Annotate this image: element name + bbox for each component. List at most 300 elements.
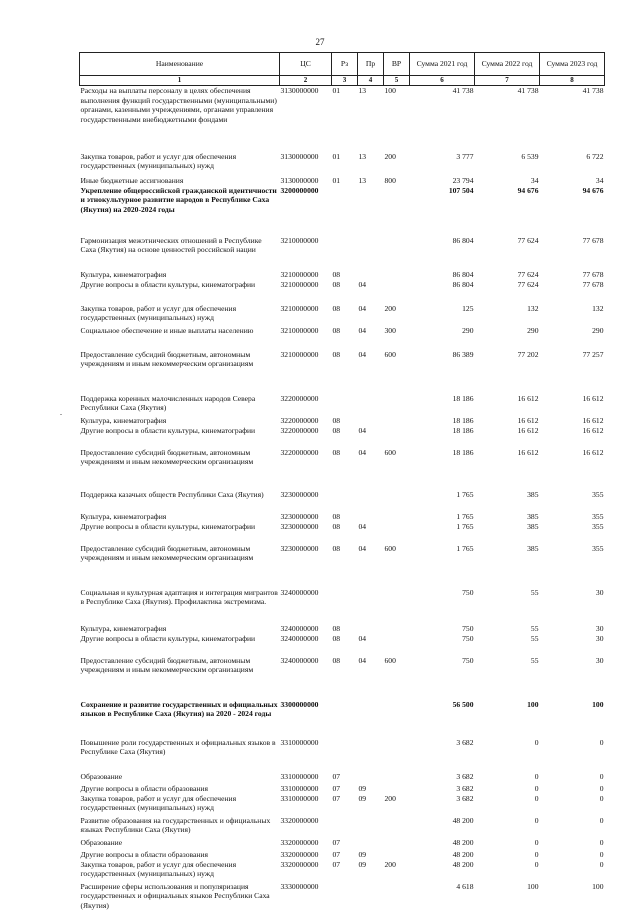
row-cs: 3240000000 bbox=[280, 655, 319, 665]
row-sum-2021: 86 804 bbox=[452, 269, 474, 279]
row-sum-2022: 55 bbox=[530, 633, 539, 643]
row-sum-2022: 0 bbox=[534, 783, 539, 793]
row-name: Развитие образования на государственных и официальных языках Республики Саха (Якутия) bbox=[80, 815, 271, 835]
row-rz: 07 bbox=[332, 793, 341, 803]
row-pr: 04 bbox=[358, 447, 367, 457]
row-rz bbox=[332, 394, 358, 416]
row-vr: 300 bbox=[384, 325, 396, 335]
table-row bbox=[80, 86, 605, 152]
row-rz: 08 bbox=[332, 633, 341, 643]
row-vr: 800 bbox=[384, 175, 396, 185]
row-sum-2022: 41 738 bbox=[517, 86, 539, 95]
row-name: Культура, кинематография bbox=[80, 623, 167, 633]
table-row bbox=[80, 176, 605, 186]
row-vr bbox=[384, 522, 410, 544]
row-vr: 600 bbox=[384, 543, 396, 553]
row-sum-2023: 77 678 bbox=[582, 279, 604, 289]
row-sum-2022: 132 bbox=[527, 303, 539, 313]
table-row bbox=[80, 448, 605, 490]
column-number: 7 bbox=[475, 76, 540, 86]
column-number: 2 bbox=[280, 76, 332, 86]
row-cs: 3240000000 bbox=[280, 633, 319, 643]
row-pr bbox=[358, 394, 384, 416]
row-sum-2023: 0 bbox=[599, 837, 604, 847]
row-sum-2021: 18 186 bbox=[452, 415, 474, 425]
row-sum-2022: 290 bbox=[527, 325, 539, 335]
table-row bbox=[80, 624, 605, 634]
row-name: Образование bbox=[80, 837, 123, 847]
row-sum-2022: 16 612 bbox=[517, 425, 539, 435]
row-sum-2021: 86 389 bbox=[452, 349, 474, 359]
row-cs: 3300000000 bbox=[280, 699, 319, 709]
row-sum-2021: 4 618 bbox=[456, 881, 474, 891]
row-sum-2022: 0 bbox=[534, 849, 539, 859]
row-cs: 3230000000 bbox=[280, 543, 319, 553]
row-rz: 08 bbox=[332, 349, 341, 359]
row-name: Закупка товаров, работ и услуг для обеспечения государственных (муниципальных) нужд bbox=[80, 859, 237, 879]
row-sum-2023: 355 bbox=[592, 521, 604, 531]
row-cs: 3210000000 bbox=[280, 325, 319, 335]
row-rz bbox=[332, 588, 358, 624]
row-rz: 07 bbox=[332, 771, 341, 781]
row-sum-2022: 100 bbox=[527, 881, 539, 891]
row-sum-2022: 0 bbox=[534, 793, 539, 803]
row-sum-2023: 6 722 bbox=[586, 151, 604, 161]
row-sum-2022: 0 bbox=[534, 859, 539, 869]
row-vr bbox=[384, 426, 410, 448]
row-sum-2021: 750 bbox=[462, 623, 474, 633]
row-sum-2023: 77 257 bbox=[582, 349, 604, 359]
row-sum-2022: 77 202 bbox=[517, 349, 539, 359]
row-sum-2022: 100 bbox=[527, 699, 539, 709]
row-sum-2022: 55 bbox=[530, 655, 539, 665]
header-vr: ВР bbox=[384, 53, 410, 76]
column-number: 8 bbox=[540, 76, 605, 86]
row-pr bbox=[358, 512, 384, 522]
row-sum-2022: 16 612 bbox=[517, 415, 539, 425]
row-name: Культура, кинематография bbox=[80, 269, 167, 279]
row-cs: 3130000000 bbox=[280, 86, 319, 95]
row-vr: 200 bbox=[384, 303, 396, 313]
header-sum-2023: Сумма 2023 год bbox=[540, 53, 605, 76]
row-vr: 200 bbox=[384, 151, 396, 161]
row-pr bbox=[358, 816, 384, 838]
header-row bbox=[80, 53, 605, 76]
row-cs: 3240000000 bbox=[280, 623, 319, 633]
row-cs: 3210000000 bbox=[280, 303, 319, 313]
row-name: Расширение сферы использования и популяризация государственных и официальных языков Республики Саха (Якутия) bbox=[80, 881, 270, 910]
row-sum-2021: 86 804 bbox=[452, 235, 474, 245]
row-sum-2022: 6 539 bbox=[521, 151, 539, 161]
row-rz bbox=[332, 882, 358, 922]
row-name: Поддержка коренных малочисленных народов Севера Республики Саха (Якутия) bbox=[80, 393, 256, 413]
row-rz: 08 bbox=[332, 303, 341, 313]
row-sum-2022: 77 624 bbox=[517, 235, 539, 245]
row-rz bbox=[332, 490, 358, 512]
row-name: Другие вопросы в области образования bbox=[80, 849, 208, 859]
row-sum-2023: 77 678 bbox=[582, 269, 604, 279]
row-vr bbox=[384, 634, 410, 656]
row-vr bbox=[384, 624, 410, 634]
row-vr bbox=[384, 772, 410, 784]
row-vr bbox=[384, 816, 410, 838]
row-vr bbox=[384, 270, 410, 280]
row-cs: 3220000000 bbox=[280, 447, 319, 457]
row-rz: 08 bbox=[332, 623, 341, 633]
row-cs: 3210000000 bbox=[280, 235, 319, 245]
row-pr bbox=[358, 700, 384, 738]
row-sum-2023: 355 bbox=[592, 489, 604, 499]
row-pr: 13 bbox=[358, 151, 367, 161]
row-name: Социальная и культурная адаптация и интеграция мигрантов в Республике Саха (Якутия). Профилактика экстремизма. bbox=[80, 587, 278, 607]
table-row bbox=[80, 522, 605, 544]
row-pr: 04 bbox=[358, 543, 367, 553]
row-name: Расходы на выплаты персоналу в целях обеспечения выполнения функций государственными (муниципальными) органами, казенными учреждениями, органами управления государственными внебюджетными фондами bbox=[80, 86, 277, 124]
row-sum-2021: 3 777 bbox=[456, 151, 474, 161]
row-sum-2021: 1 765 bbox=[456, 511, 474, 521]
table-row bbox=[80, 784, 605, 794]
row-sum-2022: 16 612 bbox=[517, 447, 539, 457]
row-cs: 3210000000 bbox=[280, 279, 319, 289]
row-sum-2023: 41 738 bbox=[582, 86, 604, 95]
row-sum-2021: 48 200 bbox=[452, 859, 474, 869]
row-vr bbox=[384, 416, 410, 426]
row-pr bbox=[358, 624, 384, 634]
row-pr bbox=[358, 270, 384, 280]
row-pr: 04 bbox=[358, 521, 367, 531]
budget-table bbox=[79, 52, 605, 922]
row-cs: 3330000000 bbox=[280, 881, 319, 891]
row-rz: 08 bbox=[332, 279, 341, 289]
row-name: Образование bbox=[80, 771, 123, 781]
row-sum-2022: 385 bbox=[527, 543, 539, 553]
row-sum-2023: 0 bbox=[599, 793, 604, 803]
row-sum-2023: 100 bbox=[592, 881, 604, 891]
row-sum-2021: 18 186 bbox=[452, 447, 474, 457]
row-pr: 04 bbox=[358, 633, 367, 643]
table-row bbox=[80, 588, 605, 624]
table-row bbox=[80, 512, 605, 522]
row-sum-2022: 0 bbox=[534, 837, 539, 847]
row-rz: 08 bbox=[332, 415, 341, 425]
row-pr: 09 bbox=[358, 849, 367, 859]
row-sum-2021: 48 200 bbox=[452, 837, 474, 847]
row-rz: 08 bbox=[332, 655, 341, 665]
row-sum-2021: 750 bbox=[462, 633, 474, 643]
row-cs: 3230000000 bbox=[280, 521, 319, 531]
table-row bbox=[80, 152, 605, 176]
row-pr: 09 bbox=[358, 859, 367, 869]
column-number: 4 bbox=[358, 76, 384, 86]
row-cs: 3320000000 bbox=[280, 859, 319, 869]
table-row bbox=[80, 772, 605, 784]
row-pr bbox=[358, 186, 384, 236]
table-row bbox=[80, 394, 605, 416]
row-rz bbox=[332, 236, 358, 270]
row-sum-2023: 100 bbox=[592, 699, 604, 709]
row-vr bbox=[384, 738, 410, 772]
row-sum-2023: 0 bbox=[599, 783, 604, 793]
table-body bbox=[80, 86, 605, 922]
row-pr: 13 bbox=[358, 86, 367, 95]
row-vr bbox=[384, 280, 410, 304]
row-rz: 08 bbox=[332, 543, 341, 553]
row-cs: 3320000000 bbox=[280, 849, 319, 859]
row-rz: 08 bbox=[332, 447, 341, 457]
row-pr bbox=[358, 416, 384, 426]
row-rz: 01 bbox=[332, 175, 341, 185]
row-sum-2021: 41 738 bbox=[452, 86, 474, 95]
row-sum-2023: 355 bbox=[592, 543, 604, 553]
row-vr bbox=[384, 490, 410, 512]
row-vr bbox=[384, 512, 410, 522]
row-cs: 3220000000 bbox=[280, 393, 319, 403]
row-vr bbox=[384, 394, 410, 416]
row-name: Другие вопросы в области культуры, кинематографии bbox=[80, 425, 256, 435]
table-row bbox=[80, 416, 605, 426]
row-cs: 3200000000 bbox=[280, 185, 319, 195]
row-sum-2023: 0 bbox=[599, 771, 604, 781]
row-name: Закупка товаров, работ и услуг для обеспечения государственных (муниципальных) нужд bbox=[80, 793, 237, 813]
table-row bbox=[80, 882, 605, 922]
row-rz: 08 bbox=[332, 521, 341, 531]
row-sum-2022: 385 bbox=[527, 489, 539, 499]
page-number: 27 bbox=[315, 37, 325, 47]
row-vr: 600 bbox=[384, 655, 396, 665]
row-sum-2023: 30 bbox=[595, 655, 604, 665]
row-sum-2022: 385 bbox=[527, 511, 539, 521]
row-cs: 3230000000 bbox=[280, 511, 319, 521]
row-sum-2022: 0 bbox=[534, 737, 539, 747]
row-sum-2021: 750 bbox=[462, 655, 474, 665]
row-pr: 04 bbox=[358, 325, 367, 335]
header-sum-2022: Сумма 2022 год bbox=[475, 53, 540, 76]
row-sum-2021: 1 765 bbox=[456, 543, 474, 553]
row-sum-2021: 18 186 bbox=[452, 425, 474, 435]
header-pr: Пр bbox=[358, 53, 384, 76]
row-pr: 04 bbox=[358, 349, 367, 359]
row-sum-2023: 30 bbox=[595, 623, 604, 633]
row-sum-2023: 0 bbox=[599, 849, 604, 859]
row-vr bbox=[384, 186, 410, 236]
row-rz: 08 bbox=[332, 325, 341, 335]
row-vr bbox=[384, 850, 410, 860]
row-cs: 3210000000 bbox=[280, 269, 319, 279]
row-name: Иные бюджетные ассигнования bbox=[80, 175, 184, 185]
row-sum-2021: 48 200 bbox=[452, 849, 474, 859]
row-sum-2021: 107 504 bbox=[448, 185, 474, 195]
table-row bbox=[80, 426, 605, 448]
row-vr bbox=[384, 838, 410, 850]
row-name: Другие вопросы в области культуры, кинематографии bbox=[80, 279, 256, 289]
row-name: Сохранение и развитие государственных и официальных языков в Республике Саха (Якутия) на 2020 - 2024 годы bbox=[80, 699, 278, 719]
row-sum-2022: 77 624 bbox=[517, 279, 539, 289]
row-vr: 200 bbox=[384, 859, 396, 869]
row-name: Гармонизация межэтнических отношений в Республике Саха (Якутия) на основе ценностей российской нации bbox=[80, 235, 262, 255]
row-rz: 08 bbox=[332, 269, 341, 279]
column-number: 5 bbox=[384, 76, 410, 86]
row-rz: 01 bbox=[332, 151, 341, 161]
row-name: Другие вопросы в области культуры, кинематографии bbox=[80, 633, 256, 643]
row-sum-2023: 0 bbox=[599, 737, 604, 747]
row-pr: 04 bbox=[358, 425, 367, 435]
table-row bbox=[80, 186, 605, 236]
row-sum-2022: 55 bbox=[530, 587, 539, 597]
row-sum-2021: 56 500 bbox=[452, 699, 474, 709]
row-cs: 3240000000 bbox=[280, 587, 319, 597]
table-row bbox=[80, 634, 605, 656]
header-name: Наименование bbox=[80, 53, 280, 76]
row-sum-2023: 355 bbox=[592, 511, 604, 521]
row-sum-2021: 3 682 bbox=[456, 783, 474, 793]
row-rz: 07 bbox=[332, 849, 341, 859]
row-sum-2021: 86 804 bbox=[452, 279, 474, 289]
row-rz: 08 bbox=[332, 511, 341, 521]
row-pr: 09 bbox=[358, 793, 367, 803]
row-sum-2023: 30 bbox=[595, 633, 604, 643]
row-cs: 3210000000 bbox=[280, 349, 319, 359]
row-pr bbox=[358, 490, 384, 512]
table-row bbox=[80, 326, 605, 350]
row-rz bbox=[332, 700, 358, 738]
row-vr: 200 bbox=[384, 793, 396, 803]
row-cs: 3310000000 bbox=[280, 783, 319, 793]
row-sum-2023: 77 678 bbox=[582, 235, 604, 245]
row-pr bbox=[358, 882, 384, 922]
row-sum-2022: 77 624 bbox=[517, 269, 539, 279]
table-row bbox=[80, 304, 605, 326]
row-sum-2022: 0 bbox=[534, 815, 539, 825]
table-row bbox=[80, 544, 605, 588]
row-pr bbox=[358, 588, 384, 624]
row-name: Предоставление субсидий бюджетным, автономным учреждениям и иным некоммерческим организациям bbox=[80, 655, 254, 675]
table-row bbox=[80, 794, 605, 816]
row-rz: 07 bbox=[332, 783, 341, 793]
row-sum-2022: 94 676 bbox=[517, 185, 539, 195]
row-name: Закупка товаров, работ и услуг для обеспечения государственных (муниципальных) нужд bbox=[80, 151, 237, 171]
row-vr: 100 bbox=[384, 86, 396, 95]
column-number-row bbox=[80, 76, 605, 86]
header-cs: ЦС bbox=[280, 53, 332, 76]
table-row bbox=[80, 270, 605, 280]
row-name: Укрепление общероссийской гражданской идентичности и этнокультурное развитие народов в Республике Саха (Якутия) на 2020-2024 годы bbox=[80, 185, 277, 214]
table-row bbox=[80, 490, 605, 512]
row-pr bbox=[358, 772, 384, 784]
row-rz: 07 bbox=[332, 837, 341, 847]
row-cs: 3310000000 bbox=[280, 737, 319, 747]
row-sum-2022: 385 bbox=[527, 521, 539, 531]
row-vr: 600 bbox=[384, 447, 396, 457]
row-cs: 3310000000 bbox=[280, 793, 319, 803]
row-cs: 3220000000 bbox=[280, 415, 319, 425]
table-row bbox=[80, 350, 605, 394]
row-sum-2021: 125 bbox=[462, 303, 474, 313]
column-number: 3 bbox=[332, 76, 358, 86]
row-sum-2023: 132 bbox=[592, 303, 604, 313]
row-name: Предоставление субсидий бюджетным, автономным учреждениям и иным некоммерческим организациям bbox=[80, 543, 254, 563]
row-vr bbox=[384, 700, 410, 738]
header-rz: Рз bbox=[332, 53, 358, 76]
row-sum-2022: 34 bbox=[530, 175, 539, 185]
row-sum-2021: 48 200 bbox=[452, 815, 474, 825]
table-row bbox=[80, 656, 605, 700]
row-name: Другие вопросы в области образования bbox=[80, 783, 208, 793]
column-number: 6 bbox=[410, 76, 475, 86]
row-name: Другие вопросы в области культуры, кинематографии bbox=[80, 521, 256, 531]
row-rz: 01 bbox=[332, 86, 341, 95]
row-sum-2021: 3 682 bbox=[456, 793, 474, 803]
column-number: 1 bbox=[80, 76, 280, 86]
table-row bbox=[80, 860, 605, 882]
row-sum-2021: 1 765 bbox=[456, 489, 474, 499]
row-vr bbox=[384, 588, 410, 624]
row-rz bbox=[332, 738, 358, 772]
row-pr: 09 bbox=[358, 783, 367, 793]
header-sum-2021: Сумма 2021 год bbox=[410, 53, 475, 76]
row-pr bbox=[358, 236, 384, 270]
row-sum-2021: 290 bbox=[462, 325, 474, 335]
row-vr: 600 bbox=[384, 349, 396, 359]
row-name: Поддержка казачьих обществ Республики Саха (Якутия) bbox=[80, 489, 264, 499]
row-name: Культура, кинематография bbox=[80, 415, 167, 425]
row-cs: 3130000000 bbox=[280, 175, 319, 185]
row-sum-2023: 16 612 bbox=[582, 415, 604, 425]
row-sum-2023: 30 bbox=[595, 587, 604, 597]
row-sum-2023: 16 612 bbox=[582, 447, 604, 457]
row-pr bbox=[358, 838, 384, 850]
row-pr: 04 bbox=[358, 279, 367, 289]
row-pr: 13 bbox=[358, 175, 367, 185]
row-sum-2022: 0 bbox=[534, 771, 539, 781]
row-name: Предоставление субсидий бюджетным, автономным учреждениям и иным некоммерческим организациям bbox=[80, 349, 254, 369]
row-cs: 3130000000 bbox=[280, 151, 319, 161]
row-cs: 3230000000 bbox=[280, 489, 319, 499]
row-name: Социальное обеспечение и иные выплаты населению bbox=[80, 325, 254, 335]
row-sum-2023: 16 612 bbox=[582, 425, 604, 435]
row-cs: 3220000000 bbox=[280, 425, 319, 435]
row-sum-2023: 290 bbox=[592, 325, 604, 335]
row-rz bbox=[332, 816, 358, 838]
table-row bbox=[80, 236, 605, 270]
row-sum-2023: 94 676 bbox=[582, 185, 604, 195]
row-vr bbox=[384, 882, 410, 922]
table-row bbox=[80, 838, 605, 850]
row-sum-2021: 3 682 bbox=[456, 737, 474, 747]
table-row bbox=[80, 280, 605, 304]
row-pr: 04 bbox=[358, 303, 367, 313]
table-row bbox=[80, 738, 605, 772]
row-cs: 3310000000 bbox=[280, 771, 319, 781]
row-sum-2022: 55 bbox=[530, 623, 539, 633]
row-pr bbox=[358, 738, 384, 772]
table-row bbox=[80, 700, 605, 738]
row-sum-2021: 18 186 bbox=[452, 393, 474, 403]
row-vr bbox=[384, 784, 410, 794]
row-name: Предоставление субсидий бюджетным, автономным учреждениям и иным некоммерческим организациям bbox=[80, 447, 254, 467]
table-row bbox=[80, 816, 605, 838]
row-cs: 3320000000 bbox=[280, 815, 319, 825]
row-cs: 3320000000 bbox=[280, 837, 319, 847]
row-rz: 08 bbox=[332, 425, 341, 435]
table-row bbox=[80, 850, 605, 860]
row-rz bbox=[332, 186, 358, 236]
row-rz: 07 bbox=[332, 859, 341, 869]
row-name: Повышение роли государственных и официальных языков в Республике Саха (Якутия) bbox=[80, 737, 276, 757]
row-sum-2021: 23 794 bbox=[452, 175, 474, 185]
row-sum-2023: 34 bbox=[595, 175, 604, 185]
row-sum-2021: 1 765 bbox=[456, 521, 474, 531]
margin-mark: . bbox=[60, 408, 62, 417]
